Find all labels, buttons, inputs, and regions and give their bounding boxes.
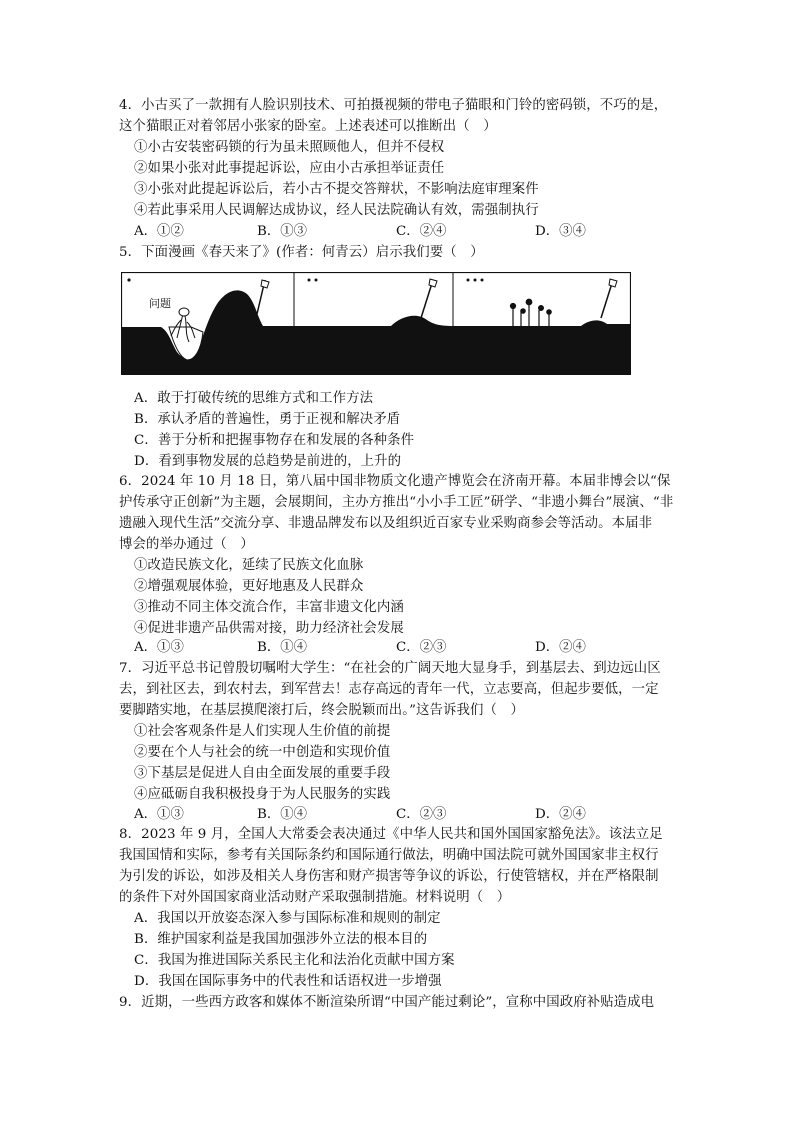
q8-stem-line-4: 的条件下对外国国家商业活动财产采取强制措施。材料说明（ ） [119, 890, 511, 905]
q7-item-1: ①社会客观条件是人们实现人生价值的前提 [134, 724, 391, 739]
q7-item-3: ③下基层是促进人自由全面发展的重要手段 [134, 766, 391, 781]
q5-choice-c[interactable]: C．善于分析和把握事物存在和发展的各种条件 [134, 433, 415, 448]
q7-stem-line-1: 7．习近平总书记曾殷切嘱咐大学生：“在社会的广阔天地大显身手，到基层去、到边远山区 [119, 661, 661, 676]
q4-choice-d[interactable]: D．③④ [535, 224, 586, 239]
q8-stem-line-1: 8．2023 年 9 月，全国人大常委会表决通过《中华人民共和国外国国家豁免法》。该法立足 [119, 827, 663, 842]
q4-stem-line-1: 4．小古买了一款拥有人脸识别技术、可拍摄视频的带电子猫眼和门铃的密码锁，不巧的是， [119, 98, 668, 113]
q6-choice-d[interactable]: D．②④ [535, 640, 586, 655]
q6-stem-line-4: 博会的举办通过（ ） [119, 537, 254, 552]
q7-choice-a[interactable]: A．①③ [134, 807, 184, 822]
q4-item-4: ④若此事采用人民调解达成协议，经人民法院确认有效，需强制执行 [134, 203, 539, 218]
q4-stem-line-2: 这个猫眼正对着邻居小张家的卧室。上述表述可以推断出（ ） [119, 119, 497, 134]
q9-stem-line-1: 9．近期，一些西方政客和媒体不断渲染所谓“中国产能过剩论”，宣称中国政府补贴造成电 [119, 995, 655, 1010]
q7-item-4: ④应砥砺自我积极投身于为人民服务的实践 [134, 787, 391, 802]
q4-choice-a[interactable]: A．①② [134, 224, 184, 239]
q4-item-1: ①小古安装密码锁的行为虽未照顾他人，但并不侵权 [134, 140, 445, 155]
q8-choice-a[interactable]: A．我国以开放姿态深入参与国际标准和规则的制定 [134, 911, 441, 926]
q7-stem-line-2: 去，到社区去，到农村去，到军营去！志存高远的青年一代，立志要高，但起步要低，一定 [119, 682, 659, 697]
q7-item-2: ②要在个人与社会的统一中创造和实现价值 [134, 745, 391, 760]
q7-choice-c[interactable]: C．②③ [396, 807, 447, 822]
comic-label-problem: 问题 [149, 297, 171, 310]
q6-stem-line-2: 护传承守正创新”为主题，会展期间，主办方推出“小小手工匠”研学、“非遗小舞台”展演、“非 [119, 495, 674, 510]
q7-choice-b[interactable]: B．①④ [257, 807, 308, 822]
q5-choice-b[interactable]: B．承认矛盾的普遍性，勇于正视和解决矛盾 [134, 412, 401, 427]
q7-stem-line-3: 要脚踏实地，在基层摸爬滚打后，终会脱颖而出。”这告诉我们（ ） [119, 703, 524, 718]
q5-choice-a[interactable]: A．敢于打破传统的思维方式和工作方法 [134, 391, 374, 406]
q6-item-4: ④促进非遗产品供需对接，助力经济社会发展 [134, 621, 404, 636]
q6-choice-c[interactable]: C．②③ [396, 640, 447, 655]
q4-item-2: ②如果小张对此事提起诉讼，应由小古承担举证责任 [134, 161, 445, 176]
spring-comic-image [121, 272, 631, 375]
q6-choice-a[interactable]: A．①③ [134, 640, 184, 655]
q4-item-3: ③小张对此提起诉讼后，若小古不提交答辩状，不影响法庭审理案件 [134, 182, 539, 197]
q6-choice-b[interactable]: B．①④ [257, 640, 308, 655]
q8-stem-line-2: 我国国情和实际，参考有关国际条约和国际通行做法，明确中国法院可就外国国家非主权行 [119, 848, 659, 863]
q6-item-1: ①改造民族文化，延续了民族文化血脉 [134, 558, 364, 573]
q7-choice-d[interactable]: D．②④ [535, 807, 586, 822]
q6-stem-line-3: 遗融入现代生活”交流分享、非遗品牌发布以及组织近百家专业采购商参会等活动。本届非 [119, 516, 653, 531]
q6-item-3: ③推动不同主体交流合作，丰富非遗文化内涵 [134, 600, 404, 615]
q4-choice-b[interactable]: B．①③ [257, 224, 308, 239]
q8-stem-line-3: 为引发的诉讼，如涉及相关人身伤害和财产损害等争议的诉讼，行使管辖权，并在严格限制 [119, 869, 659, 884]
q5-choice-d[interactable]: D．看到事物发展的总趋势是前进的，上升的 [134, 454, 402, 469]
q6-item-2: ②增强观展体验，更好地惠及人民群众 [134, 579, 364, 594]
q5-stem: 5．下面漫画《春天来了》(作者：何青云）启示我们要（ ） [119, 245, 484, 260]
q8-choice-b[interactable]: B．维护国家利益是我国加强涉外立法的根本目的 [134, 932, 428, 947]
q8-choice-c[interactable]: C．我国为推进国际关系民主化和法治化贡献中国方案 [134, 953, 455, 968]
q8-choice-d[interactable]: D．我国在国际事务中的代表性和话语权进一步增强 [134, 974, 442, 989]
q6-stem-line-1: 6．2024 年 10 月 18 日，第八届中国非物质文化遗产博览会在济南开幕。本届非博会以“保 [119, 474, 671, 489]
q4-choice-c[interactable]: C．②④ [396, 224, 447, 239]
